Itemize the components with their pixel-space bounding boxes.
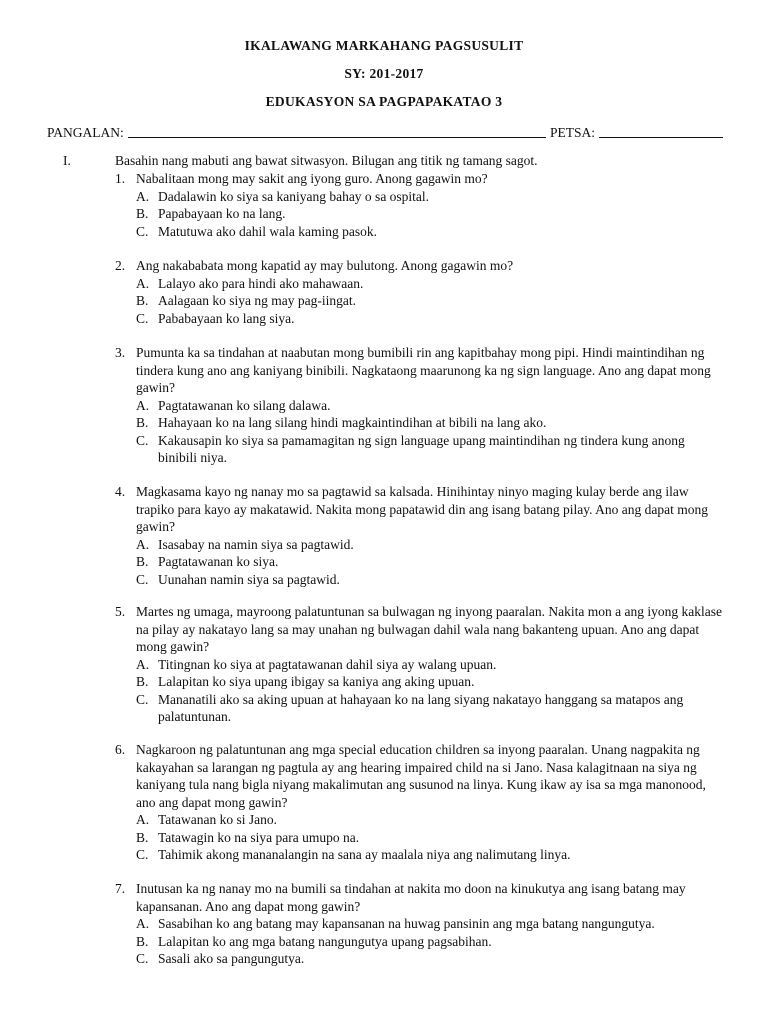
question-6 [115,741,727,864]
choice-text: Isasabay na namin siya sa pagtawid. [158,536,354,552]
choice-text: Mananatili ako sa aking upuan at hahayaan ko na lang siyang nakatayo hanggang sa matapos ang palatuntunan. [158,691,684,724]
choice-text: Papabayaan ko na lang. [158,206,286,221]
choice-b[interactable] [136,673,727,691]
choice-c[interactable] [136,432,727,467]
question-1 [115,170,727,240]
question-5 [115,603,727,726]
choice-text: Hahayaan ko na lang silang hindi magkaintindihan at bibili na lang ako. [158,415,547,430]
choice-text: Pagtatawanan ko silang dalawa. [158,397,331,413]
choice-b[interactable] [136,292,727,310]
choice-text: Aalagaan ko siya ng may pag-iingat. [158,293,356,308]
choice-b[interactable] [136,414,727,432]
choice-letter: C. [136,310,149,326]
choice-text: Tahimik akong mananalangin na sana ay maalala niya ang nalimutang linya. [158,847,571,862]
question-text: Nagkaroon ng palatuntunan ang mga special education children sa inyong paaralan. Unang nagpakita ng kakayahan sa larangan ng pagtula ay ang hearing impaired child na si Jano. Nasa kalagitnaan na siya ng kaniyang tula nang bigla niyang makalimutan ang susunod na linya. Kung ikaw ay isa sa mga manonood, ano ang dapat mong gawin? [136,742,706,810]
choice-b[interactable] [136,553,727,571]
question-number: 4. [115,484,126,499]
choice-c[interactable] [136,950,727,968]
choice-a[interactable] [136,275,727,293]
question-2 [115,257,727,327]
choice-a[interactable] [136,397,727,415]
choice-a[interactable] [136,656,727,674]
question-number: 2. [115,258,126,273]
date-label: PETSA: [549,125,595,140]
question-text: Pumunta ka sa tindahan at naabutan mong bumibili rin ang kapitbahay mong pipi. Hindi maintindihan ng tindera kung ano ang kaniyang binibili. Nagkataong maarunong ka ng sign language. Ano ang dapat mong gawin? [136,345,711,395]
choice-text: Sasali ako sa pangungutya. [158,951,305,966]
choice-c[interactable] [136,691,727,726]
choice-letter: A. [136,275,150,291]
choice-text: Tatawanan ko si Jano. [158,812,278,827]
choice-text: Dadalawin ko siya sa kaniyang bahay o sa ospital. [158,188,430,204]
exam-title: IKALAWANG MARKAHANG PAGSUSULIT [244,38,524,53]
question-text: Magkasama kayo ng nanay mo sa pagtawid sa kalsada. Hinihintay ninyo maging kulay berde ang ilaw trapiko para kayo ay makatawid. Nakita mong papatawid din ang isang batang pilay. Ano ang dapat mong gawin? [136,484,708,534]
name-date-line [47,124,723,141]
choice-text: Lalapitan ko ang mga batang nangungutya upang pagsabihan. [158,933,492,949]
question-4 [115,483,727,588]
choice-b[interactable] [136,205,727,223]
choice-letter: B. [136,293,149,308]
choice-letter: A. [136,916,150,931]
choice-letter: B. [136,829,149,845]
choice-letter: C. [136,223,149,239]
choice-text: Lalayo ako para hindi ako mahawaan. [158,275,364,291]
choice-text: Pababayaan ko lang siya. [158,310,295,326]
choice-text: Uunahan namin siya sa pagtawid. [158,571,340,587]
question-text: Ang nakababata mong kapatid ay may bulutong. Anong gagawin mo? [136,258,514,273]
section-instruction: Basahin nang mabuti ang bawat sitwasyon. Bilugan ang titik ng tamang sagot. [115,153,538,168]
question-text: Martes ng umaga, mayroong palatuntunan sa bulwagan ng inyong paaralan. Nakita mon a ang iyong kaklase na pilay ay nakatayo lang sa may unahan ng bulwagan dahil wala nang bakanteng upuan. Ano ang dapat mong gawin? [136,604,722,654]
question-number: 1. [115,171,126,186]
choice-letter: A. [136,188,150,204]
question-number: 5. [115,604,126,619]
choice-a[interactable] [136,915,727,933]
choice-text: Tatawagin ko na siya para umupo na. [158,829,360,845]
choice-letter: B. [136,415,149,430]
choice-letter: C. [136,571,149,587]
question-7 [115,880,727,968]
question-number: 6. [115,742,126,757]
name-label: PANGALAN: [47,125,124,140]
choice-b[interactable] [136,829,727,847]
choice-letter: A. [136,656,150,672]
choice-letter: C. [136,691,149,707]
choice-text: Sasabihan ko ang batang may kapansanan na huwag pansinin ang mga batang nangungutya. [158,916,655,931]
question-number: 7. [115,881,126,896]
name-blank[interactable] [128,124,546,138]
choice-text: Titingnan ko siya at pagtatawanan dahil siya ay walang upuan. [158,656,497,672]
choice-letter: C. [136,847,149,862]
choice-letter: B. [136,674,149,689]
choice-letter: A. [136,536,150,552]
choice-letter: B. [136,554,149,569]
section-number: I. [63,153,71,168]
choice-letter: C. [136,432,149,448]
choice-c[interactable] [136,310,727,328]
choice-c[interactable] [136,223,727,241]
school-year: SY: 201-2017 [344,66,424,81]
choice-text: Pagtatawanan ko siya. [158,554,279,569]
choice-text: Kakausapin ko siya sa pamamagitan ng sign language upang maintindihan ng tindera kung anong binibili niya. [158,432,685,465]
choice-text: Lalapitan ko siya upang ibigay sa kaniya ang aking upuan. [158,674,475,689]
choice-letter: B. [136,206,149,221]
choice-a[interactable] [136,536,727,554]
question-text: Inutusan ka ng nanay mo na bumili sa tindahan at nakita mo doon na kinukutya ang isang batang may kapansanan. Ano ang dapat mong gawin? [136,881,686,914]
choice-letter: B. [136,933,149,949]
choice-a[interactable] [136,811,727,829]
choice-b[interactable] [136,933,727,951]
subject-title: EDUKASYON SA PAGPAPAKATAO 3 [265,94,503,109]
date-blank[interactable] [599,124,723,138]
choice-text: Matutuwa ako dahil wala kaming pasok. [158,223,377,239]
choice-letter: C. [136,951,149,966]
choice-letter: A. [136,397,150,413]
question-3 [115,344,727,467]
choice-letter: A. [136,812,150,827]
question-number: 3. [115,345,126,360]
choice-a[interactable] [136,188,727,206]
choice-c[interactable] [136,571,727,589]
choice-c[interactable] [136,846,727,864]
question-text: Nabalitaan mong may sakit ang iyong guro. Anong gagawin mo? [136,171,488,186]
